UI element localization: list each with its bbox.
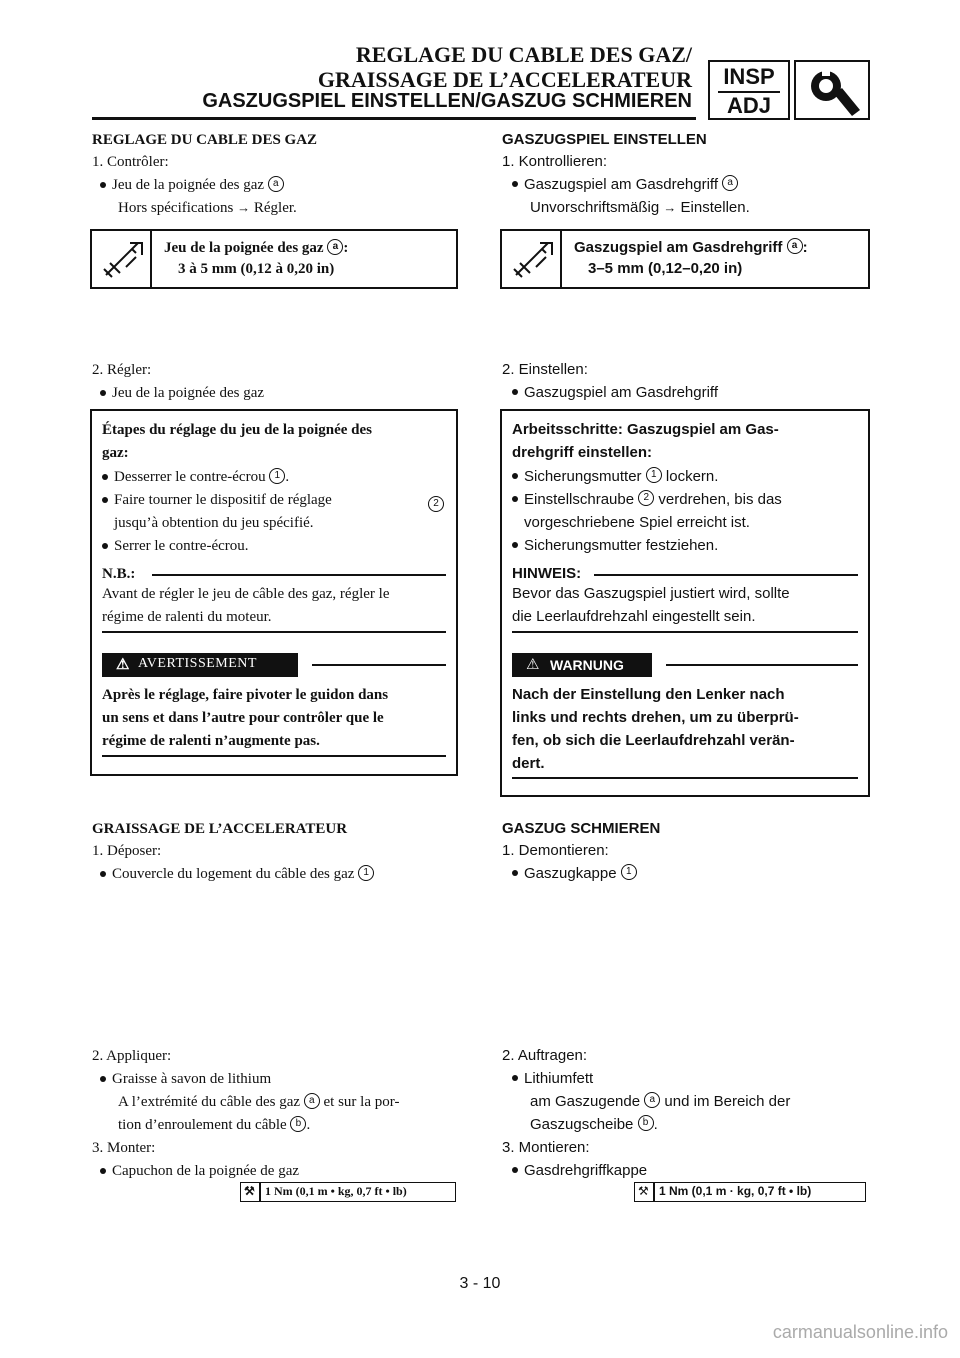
bullet-icon (102, 543, 108, 549)
de-procedure-title-2: drehgriff einstellen: (512, 444, 653, 461)
bullet-icon (512, 473, 518, 479)
callout-b-icon: b (638, 1115, 654, 1131)
fr-step-2: 2. Régler: (92, 362, 152, 378)
bullet-icon (512, 870, 518, 876)
insp-adj-badge (708, 60, 790, 120)
fr-lube-step-3: 3. Monter: (92, 1140, 156, 1156)
fr-procedure-bullet-2: Faire tourner le dispositif de réglage (102, 489, 332, 511)
fr-lube-step-3-item: Capuchon de la poignée de gaz (100, 1160, 299, 1182)
de-warning-line-1: Nach der Einstellung den Lenker nach (512, 686, 785, 703)
fr-step-1-item: Jeu de la poignée des gaz a (100, 174, 284, 196)
de-step-2: 2. Einstellen: (502, 361, 588, 378)
de-step-2-item: Gaszugspiel am Gasdrehgriff (512, 382, 718, 404)
torque-wrench-icon: ⚒ (638, 1184, 649, 1198)
spec-divider (560, 231, 562, 287)
callout-a-icon: a (787, 238, 803, 254)
de-note-rule (594, 574, 858, 576)
de-section-title-lubrication: GASZUG SCHMIEREN (502, 820, 661, 837)
callout-2-icon: 2 (428, 496, 444, 512)
de-spec-label: Gaszugspiel am Gasdrehgriff a : (574, 239, 808, 256)
callout-b-icon: b (290, 1116, 306, 1132)
de-warning-line-3: fen, ob sich die Leerlaufdrehzahl verän- (512, 732, 795, 749)
bullet-icon (100, 871, 106, 877)
callout-1-icon: 1 (646, 467, 662, 483)
fr-procedure-bullet-3: Serrer le contre-écrou. (102, 535, 249, 557)
de-spec-value: 3–5 mm (0,12–0,20 in) (588, 260, 743, 277)
arrow-right-icon: → (663, 200, 677, 215)
de-warning-rule (666, 664, 858, 666)
fr-procedure-bullet-2-cont: jusqu’à obtention du jeu spécifié. (114, 515, 314, 531)
de-step-1: 1. Kontrollieren: (502, 153, 608, 170)
callout-1-icon: 1 (358, 865, 374, 881)
bullet-icon (100, 182, 106, 188)
de-procedure-box (500, 409, 870, 797)
fr-lube-step-1: 1. Déposer: (92, 843, 162, 859)
header-title-line3: GASZUGSPIEL EINSTELLEN/GASZUG SCHMIEREN (202, 90, 692, 112)
header-title-line1: REGLAGE DU CABLE DES GAZ/ (355, 42, 692, 67)
badge-top-label: INSP (723, 64, 775, 89)
watermark-text: carmanualsonline.info (772, 1322, 948, 1342)
de-warning-label: ⚠ WARNUNG (512, 653, 652, 677)
callout-2-icon: 2 (638, 490, 654, 506)
fr-lube-step-2-detail-2: tion d’enroulement du câble b . (118, 1117, 311, 1133)
de-lube-step-1: 1. Demontieren: (502, 842, 609, 859)
de-procedure-bullet-2-cont: vorgeschriebene Spiel erreicht ist. (524, 514, 750, 531)
fr-warning-line-2: un sens et dans l’autre pour contrôler que le (102, 710, 384, 726)
fr-procedure-bullet-1: Desserrer le contre-écrou 1 . (102, 466, 289, 488)
fr-lube-step-2: 2. Appliquer: (92, 1048, 172, 1064)
bullet-icon (100, 1168, 106, 1174)
fr-warning-rule (312, 664, 446, 666)
header-title-line2: GRAISSAGE DE L’ACCELERATEUR (317, 67, 692, 92)
header-rule (92, 117, 696, 120)
de-lube-step-3: 3. Montieren: (502, 1139, 590, 1156)
de-lube-step-2-detail-2: Gaszugscheibe b . (530, 1116, 658, 1133)
de-note-line-2: die Leerlaufdrehzahl eingestellt sein. (512, 608, 756, 625)
fr-warning-label: ⚠ AVERTISSEMENT (102, 653, 298, 677)
callout-a-icon: a (722, 175, 738, 191)
fr-note-end-rule (102, 631, 446, 633)
bullet-icon (512, 1167, 518, 1173)
torque-divider (259, 1183, 261, 1201)
callout-a-icon: a (304, 1093, 320, 1109)
de-lube-step-3-item: Gasdrehgriffkappe (512, 1160, 647, 1182)
de-lube-step-1-item: Gaszugkappe 1 (512, 863, 637, 885)
de-step-1-item: Gaszugspiel am Gasdrehgriff a (512, 174, 738, 196)
bullet-icon (100, 1076, 106, 1082)
bullet-icon (512, 181, 518, 187)
de-spec-box (500, 229, 870, 289)
de-warning-end-rule (512, 777, 858, 779)
bullet-icon (512, 389, 518, 395)
de-warning-line-2: links und rechts drehen, um zu überprü- (512, 709, 799, 726)
fr-warning-end-rule (102, 755, 446, 757)
warning-triangle-icon: ⚠ (116, 657, 130, 673)
de-lube-step-2-detail-1: am Gaszugende a und im Bereich der (530, 1093, 791, 1110)
caliper-icon (102, 239, 144, 284)
fr-section-title-lubrication: GRAISSAGE DE L’ACCELERATEUR (92, 821, 348, 837)
bullet-icon (102, 474, 108, 480)
spec-divider (150, 231, 152, 287)
fr-torque-spec: ⚒ 1 Nm (0,1 m • kg, 0,7 ft • lb) (240, 1182, 456, 1202)
arrow-right-icon: → (237, 200, 251, 215)
caliper-icon (512, 239, 554, 284)
bullet-icon (102, 497, 108, 503)
fr-spec-value: 3 à 5 mm (0,12 à 0,20 in) (178, 261, 335, 277)
de-procedure-bullet-3: Sicherungsmutter festziehen. (512, 535, 718, 557)
de-procedure-bullet-2: Einstellschraube 2 verdrehen, bis das (512, 489, 782, 511)
fr-lube-step-1-item: Couvercle du logement du câble des gaz 1 (100, 863, 374, 885)
fr-procedure-title-2: gaz: (102, 445, 129, 461)
fr-lube-step-2-detail-1: A l’extrémité du câble des gaz a et sur la por- (118, 1094, 400, 1110)
torque-divider (653, 1183, 655, 1201)
fr-note-line-2: régime de ralenti du moteur. (102, 609, 272, 625)
fr-spec-label: Jeu de la poignée des gaz a : (164, 240, 349, 256)
fr-lube-step-2-item: Graisse à savon de lithium (100, 1068, 271, 1090)
bullet-icon (512, 542, 518, 548)
fr-note-label: N.B.: (102, 566, 136, 582)
de-warning-line-4: dert. (512, 755, 545, 772)
callout-1-icon: 1 (269, 468, 285, 484)
page-number: 3 - 10 (459, 1275, 501, 1292)
de-out-of-spec: Unvorschriftsmäßig → Einstellen. (530, 199, 750, 216)
fr-note-line-1: Avant de régler le jeu de câble des gaz, régler le (102, 586, 390, 602)
fr-note-rule (152, 574, 446, 576)
de-section-title-throttle-cable: GASZUGSPIEL EINSTELLEN (502, 131, 707, 148)
fr-warning-line-3: régime de ralenti n’augmente pas. (102, 733, 320, 749)
badge-bottom-label: ADJ (726, 93, 771, 118)
warning-triangle-icon: ⚠ (526, 656, 540, 673)
fr-out-of-spec: Hors spécifications → Régler. (118, 200, 297, 216)
fr-spec-box (90, 229, 458, 289)
wrench-icon (794, 60, 870, 120)
fr-step-2-item: Jeu de la poignée des gaz (100, 382, 264, 404)
callout-1-icon: 1 (621, 864, 637, 880)
torque-wrench-icon: ⚒ (244, 1184, 255, 1198)
de-note-label: HINWEIS: (512, 565, 582, 582)
de-procedure-title-1: Arbeitsschritte: Gaszugspiel am Gas- (512, 421, 779, 438)
bullet-icon (512, 496, 518, 502)
fr-section-title-throttle-cable: REGLAGE DU CABLE DES GAZ (92, 132, 318, 148)
callout-a-icon: a (268, 176, 284, 192)
bullet-icon (512, 1075, 518, 1081)
de-note-end-rule (512, 631, 858, 633)
fr-procedure-title-1: Étapes du réglage du jeu de la poignée des (102, 422, 373, 438)
de-procedure-bullet-1: Sicherungsmutter 1 lockern. (512, 466, 718, 488)
fr-warning-line-1: Après le réglage, faire pivoter le guidon dans (102, 687, 389, 703)
fr-procedure-box (90, 409, 458, 776)
callout-a-icon: a (644, 1092, 660, 1108)
de-lube-step-2-item: Lithiumfett (512, 1068, 593, 1090)
de-lube-step-2: 2. Auftragen: (502, 1047, 588, 1064)
fr-step-1: 1. Contrôler: (92, 154, 169, 170)
de-torque-spec: ⚒ 1 Nm (0,1 m · kg, 0,7 ft • lb) (634, 1182, 866, 1202)
bullet-icon (100, 390, 106, 396)
de-note-line-1: Bevor das Gaszugspiel justiert wird, sollte (512, 585, 790, 602)
callout-a-icon: a (327, 239, 343, 255)
